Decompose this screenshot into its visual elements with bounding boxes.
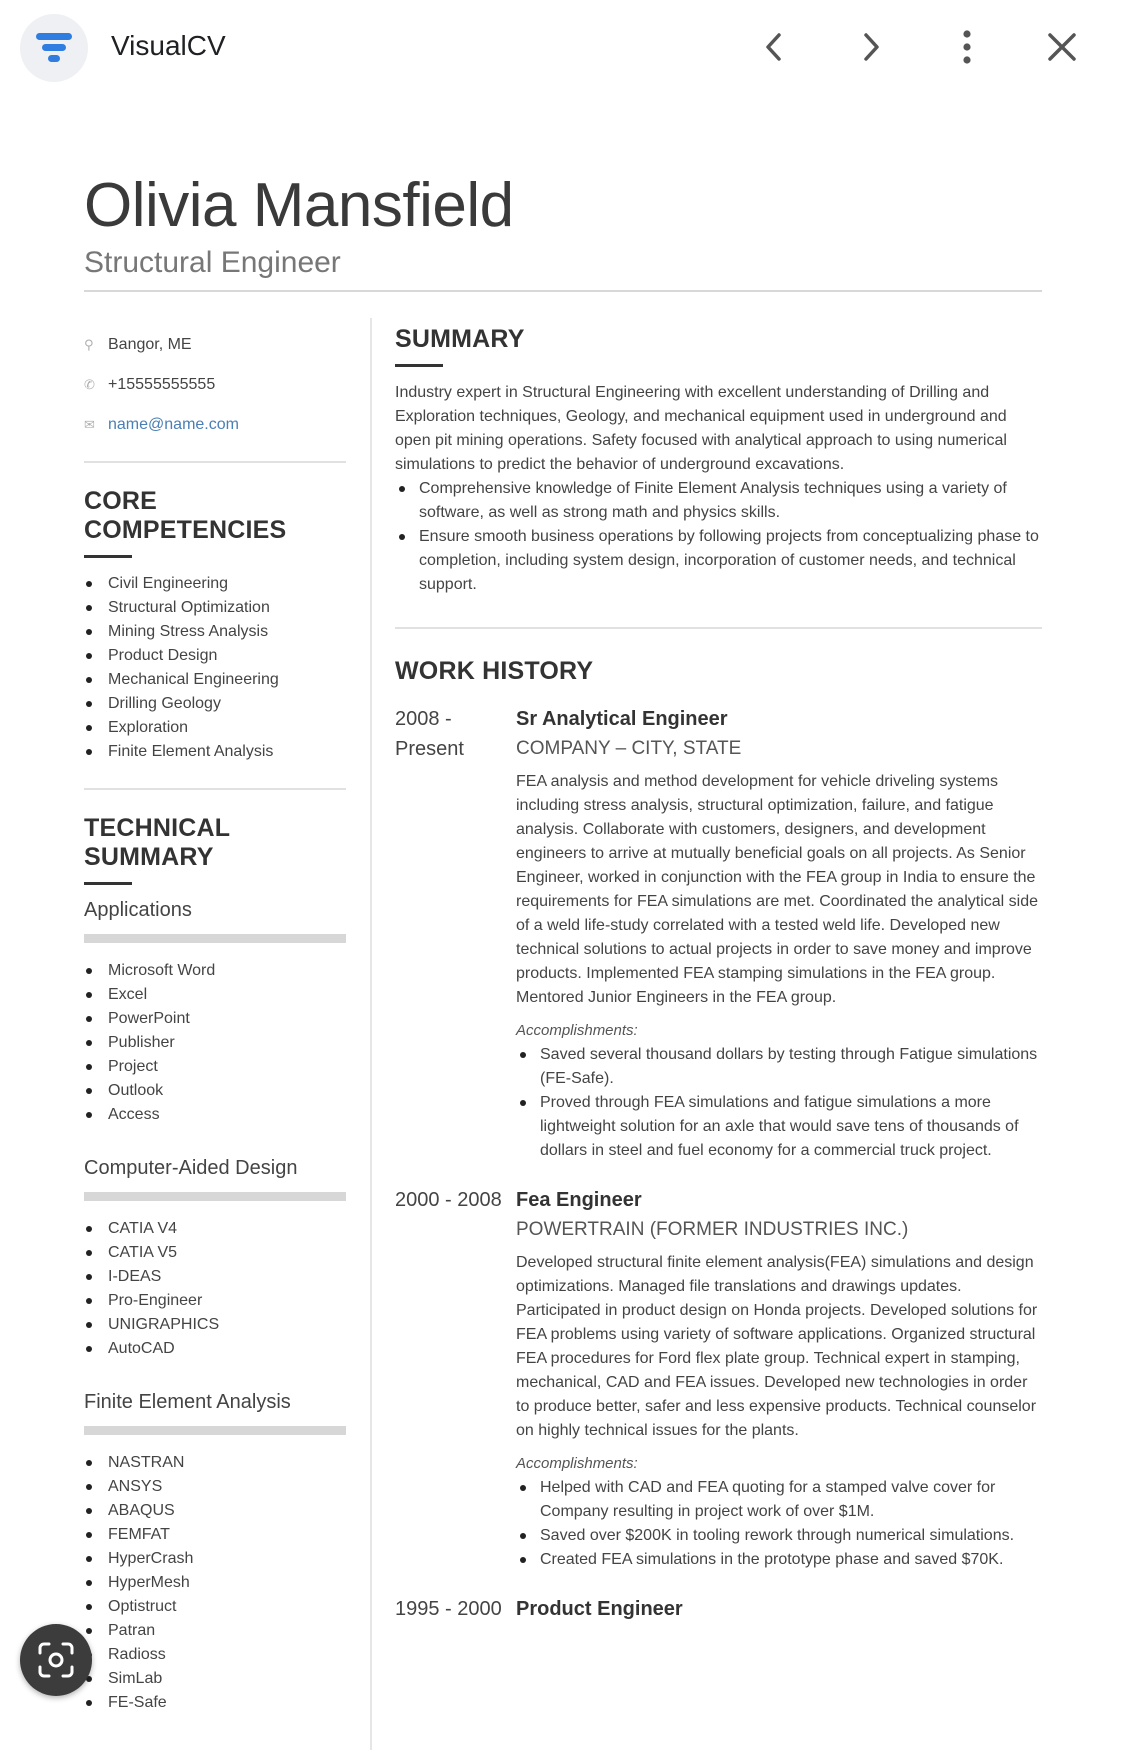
list-item: PowerPoint [84, 1007, 346, 1031]
list-item: Exploration [84, 716, 346, 740]
list-item: Structural Optimization [84, 596, 346, 620]
job-dates: 2000 - 2008 [395, 1189, 502, 1211]
accomplishments-list [516, 1476, 1042, 1572]
list-item: Product Design [84, 644, 346, 668]
skill-group-title: Computer-Aided Design [84, 1157, 298, 1179]
email-link[interactable]: name@name.com [108, 416, 239, 433]
accomplishments-label: Accomplishments: [516, 1455, 638, 1472]
accomplishments-label: Accomplishments: [516, 1022, 638, 1039]
list-item: Drilling Geology [84, 692, 346, 716]
list-item: Helped with CAD and FEA quoting for a stamped valve cover for Company resulting in project work of over $1M. [516, 1476, 1042, 1524]
list-item: Project [84, 1055, 346, 1079]
list-item: ABAQUS [84, 1499, 346, 1523]
resume-sidebar [84, 325, 346, 1715]
header-divider [84, 290, 1042, 292]
applications-list [84, 959, 346, 1127]
list-item: Radioss [84, 1643, 346, 1667]
list-item: ANSYS [84, 1475, 346, 1499]
list-item: Ensure smooth business operations by following projects from conceptualizing phase to completion, including system design, incorporation of customer needs, and technical support. [395, 525, 1042, 597]
candidate-role: Structural Engineer [84, 246, 341, 279]
list-item: Publisher [84, 1031, 346, 1055]
list-item: Comprehensive knowledge of Finite Element Analysis techniques using a variety of software, as well as strong math and physics skills. [395, 477, 1042, 525]
app-bar [0, 0, 1134, 96]
more-options-button[interactable] [942, 22, 992, 72]
contact-phone [84, 365, 346, 405]
lens-search-button[interactable] [20, 1624, 92, 1696]
job-title: Sr Analytical Engineer [516, 708, 728, 730]
job-title: Fea Engineer [516, 1189, 642, 1211]
job-description: FEA analysis and method development for vehicle driveling systems including stress analysis, structural optimization, failure, and fatigue analysis. Collaborate with customers, designers, and development engineers to arrive at mutually beneficial goals on all projects. As Senior Engineer, worked in conjunction with the FEA group in India to ensure the requirements for FEA simulations are met. Coordinated the analytical side of a weld life-study correlated with a tested weld life. Developed new technical solutions to actual projects in order to save money and improve products. Implemented FEA stamping simulations in the FEA group. Mentored Junior Engineers in the FEA group. [516, 773, 1039, 1006]
list-item: SimLab [84, 1667, 346, 1691]
list-item: HyperCrash [84, 1547, 346, 1571]
resume-main [395, 325, 1042, 1646]
section-underline [84, 555, 132, 558]
column-divider [370, 318, 372, 1750]
skill-group-bar [84, 934, 346, 943]
resume-page [84, 140, 1042, 1711]
lens-icon [36, 1640, 76, 1680]
more-vert-icon [962, 30, 972, 64]
list-item: FE-Safe [84, 1691, 346, 1715]
work-history-title: WORK HISTORY [395, 657, 594, 685]
core-competencies-list [84, 572, 346, 764]
summary-title: SUMMARY [395, 325, 525, 353]
fea-list [84, 1451, 346, 1715]
list-item: Saved over $200K in tooling rework through numerical simulations. [516, 1524, 1042, 1548]
list-item: Excel [84, 983, 346, 1007]
technical-summary-title: TECHNICAL SUMMARY [84, 814, 230, 871]
job-entry [395, 1185, 1042, 1572]
list-item: Civil Engineering [84, 572, 346, 596]
skill-group-bar [84, 1192, 346, 1201]
forward-button[interactable] [846, 22, 896, 72]
list-item: Proved through FEA simulations and fatigue simulations a more lightweight solution for an axle that would save tens of thousands of dollars in steel and fuel economy for a commercial truck project. [516, 1091, 1042, 1163]
sidebar-divider [84, 788, 346, 790]
list-item: Access [84, 1103, 346, 1127]
list-item: Microsoft Word [84, 959, 346, 983]
job-company: COMPANY – CITY, STATE [516, 738, 742, 759]
list-item: Pro-Engineer [84, 1289, 346, 1313]
core-competencies-title: CORE COMPETENCIES [84, 487, 287, 544]
skill-group-title: Finite Element Analysis [84, 1391, 291, 1413]
sidebar-divider [84, 461, 346, 463]
phone-text: +15555555555 [108, 376, 216, 393]
email-icon: ✉ [84, 417, 95, 432]
cad-list [84, 1217, 346, 1361]
list-item: FEMFAT [84, 1523, 346, 1547]
list-item: Finite Element Analysis [84, 740, 346, 764]
list-item: Optistruct [84, 1595, 346, 1619]
contact-location [84, 325, 346, 365]
section-underline [395, 364, 443, 367]
contact-email[interactable] [84, 405, 346, 445]
section-underline [84, 882, 132, 885]
job-company: POWERTRAIN (FORMER INDUSTRIES INC.) [516, 1219, 909, 1240]
list-item: AutoCAD [84, 1337, 346, 1361]
job-dates: 1995 - 2000 [395, 1598, 502, 1620]
job-entry [395, 704, 1042, 1163]
job-dates: 2008 - Present [395, 708, 464, 760]
list-item: Outlook [84, 1079, 346, 1103]
skill-group-title: Applications [84, 899, 192, 921]
summary-bullets [395, 477, 1042, 597]
summary-text: Industry expert in Structural Engineering with excellent understanding of Drilling and Exploration techniques, Geology, and mechanical equipment used in underground and open pit mining operations. Safety focused with analytical approach to using numerical simulations to predict the behavior of underground excavations. [395, 384, 1007, 473]
list-item: NASTRAN [84, 1451, 346, 1475]
list-item: CATIA V5 [84, 1241, 346, 1265]
list-item: Mechanical Engineering [84, 668, 346, 692]
accomplishments-list [516, 1043, 1042, 1163]
list-item: Saved several thousand dollars by testing through Fatigue simulations (FE-Safe). [516, 1043, 1042, 1091]
list-item: UNIGRAPHICS [84, 1313, 346, 1337]
main-divider [395, 627, 1042, 629]
forward-icon [860, 32, 882, 62]
phone-icon: ✆ [84, 377, 95, 392]
job-entry [395, 1594, 1042, 1624]
location-pin-icon: ⚲ [84, 337, 94, 352]
close-icon [1047, 32, 1077, 62]
list-item: HyperMesh [84, 1571, 346, 1595]
list-item: Patran [84, 1619, 346, 1643]
list-item: CATIA V4 [84, 1217, 346, 1241]
list-item: I-DEAS [84, 1265, 346, 1289]
back-button[interactable] [749, 22, 799, 72]
list-item: Mining Stress Analysis [84, 620, 346, 644]
visualcv-logo-icon[interactable] [20, 14, 88, 82]
back-icon [763, 32, 785, 62]
job-description: Developed structural finite element analysis(FEA) simulations and design optimizations. Managed file translations and drawings updates. Participated in product design on Honda projects. Developed solutions for FEA problems using variety of software applications. Organized structural FEA procedures for Ford flex plate group. Technical expert in stamping, mechanical, CAD and FEA issues. Developed new technologies in order to produce better, safer and less expensive products. Technical counselor on highly technical issues for the plants. [516, 1254, 1038, 1439]
list-item: Created FEA simulations in the prototype phase and saved $70K. [516, 1548, 1042, 1572]
skill-group-bar [84, 1426, 346, 1435]
location-text: Bangor, ME [108, 336, 192, 353]
app-title: VisualCV [111, 30, 226, 61]
candidate-name: Olivia Mansfield [84, 171, 514, 240]
job-title: Product Engineer [516, 1598, 683, 1620]
close-button[interactable] [1037, 22, 1087, 72]
